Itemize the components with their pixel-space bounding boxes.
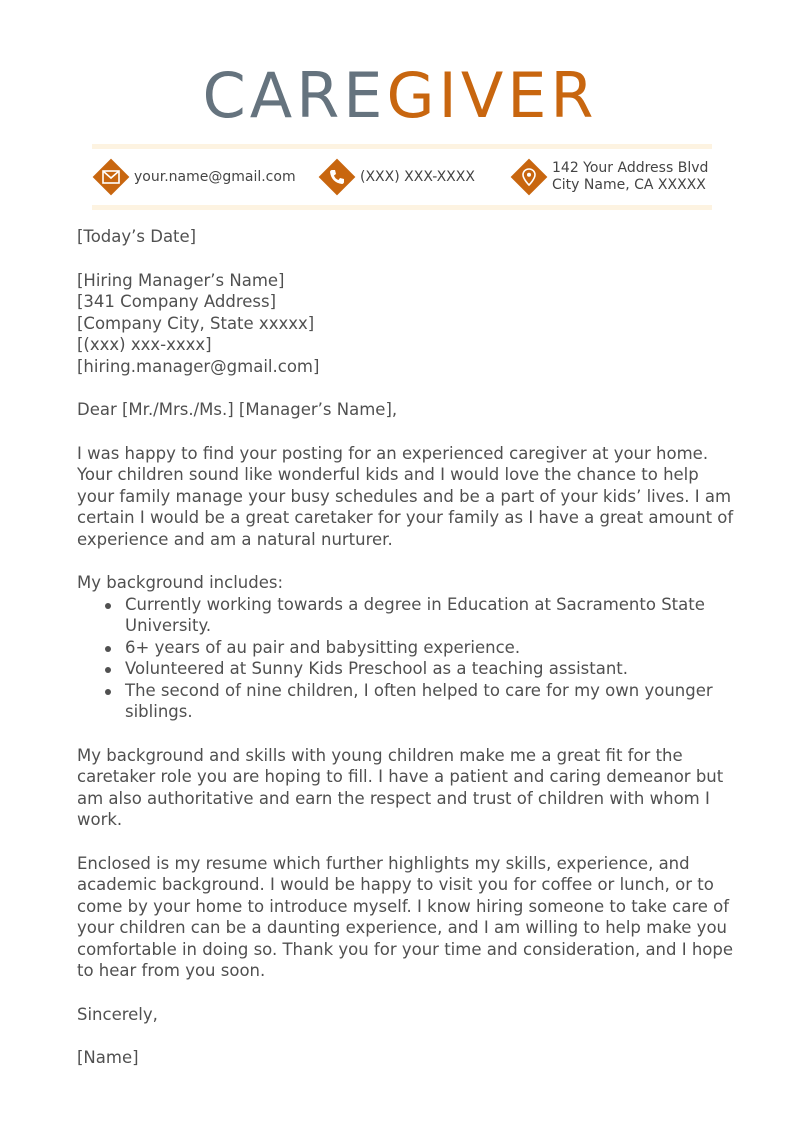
paragraph-3: Enclosed is my resume which further highlights my skills, experience, and academic background. I would be happy to visit you for coffee or lunch, or to come by your home to introduce myself. I know hiring someone to take care of your children can be a daunting experience, and I am willing to help make you comfortable in doing so. Thank you for your time and consideration, and I hope to hear from you soon. <box>77 853 734 980</box>
address-line2: City Name, CA XXXXX <box>552 177 706 193</box>
background-intro: My background includes: <box>77 573 284 592</box>
paragraph-1: I was happy to find your posting for an experienced caregiver at your home. Your children sound like wonderful kids and I would love the chance to help your family manage your busy schedules and be a part of your kids’ lives. I am certain I would be a great caretaker for your family as I have a great amount of experience and am a natural nurturer. <box>77 443 734 549</box>
list-item: The second of nine children, I often helped to care for my own younger siblings. <box>125 680 737 723</box>
letter-body <box>77 226 737 1069</box>
recipient-name: [Hiring Manager’s Name] <box>77 270 285 290</box>
email-text: your.name@gmail.com <box>134 168 296 185</box>
contact-phone <box>318 149 475 205</box>
signature: [Name] <box>77 1048 139 1067</box>
contact-address <box>510 149 708 205</box>
location-pin-icon <box>511 159 548 196</box>
closing: Sincerely, <box>77 1004 158 1024</box>
name-title <box>0 60 800 132</box>
recipient-address: [341 Company Address] <box>77 292 277 311</box>
recipient-city: [Company City, State xxxxx] <box>77 313 315 333</box>
list-item: 6+ years of au pair and babysitting experience. <box>125 637 737 659</box>
name-title-part2: GIVER <box>386 59 598 132</box>
paragraph-2: My background and skills with young children make me a great fit for the caretaker role you are hoping to fill. I have a patient and caring demeanor but am also authoritative and earn the respect and trust of children with whom I work. <box>77 745 724 829</box>
list-item: Volunteered at Sunny Kids Preschool as a teaching assistant. <box>125 658 737 680</box>
recipient-email: [hiring.manager@gmail.com] <box>77 356 320 376</box>
envelope-icon <box>93 159 130 196</box>
phone-text: (XXX) XXX-XXXX <box>360 168 475 185</box>
list-item: Currently working towards a degree in Education at Sacramento State University. <box>125 594 737 637</box>
contact-email <box>92 149 296 205</box>
address-text <box>552 160 708 194</box>
date-line: [Today’s Date] <box>77 227 197 246</box>
salutation: Dear [Mr./Mrs./Ms.] [Manager’s Name], <box>77 400 398 419</box>
background-list <box>77 594 737 723</box>
name-title-part1: CARE <box>202 59 387 132</box>
recipient-block <box>77 270 737 378</box>
recipient-phone: [(xxx) xxx-xxxx] <box>77 335 212 354</box>
contact-bar <box>92 144 712 210</box>
phone-icon <box>319 159 356 196</box>
address-line1: 142 Your Address Blvd <box>552 160 709 176</box>
